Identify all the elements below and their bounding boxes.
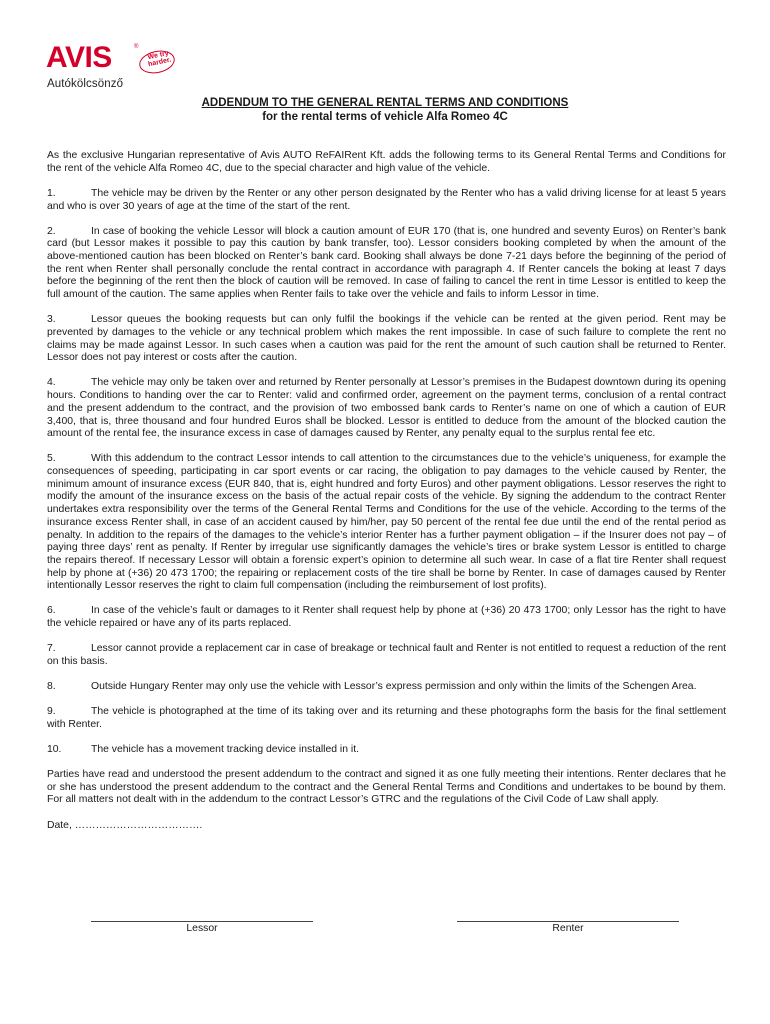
clause-paragraph	[47, 744, 726, 757]
intro-paragraph: As the exclusive Hungarian representative of Avis AUTO ReFAIRent Kft. adds the following terms to its General Rental Terms and Conditions for the rent of the vehicle Alfa Romeo 4C, due to the special character and high value of the vehicle.	[47, 150, 726, 174]
clause-paragraph	[47, 188, 726, 213]
date-line: Date, ……………………………….	[47, 819, 203, 831]
lessor-signature-line	[91, 921, 313, 922]
avis-logo	[46, 40, 172, 98]
document-body	[47, 150, 726, 832]
clause-list	[47, 188, 726, 757]
clause-paragraph	[47, 706, 726, 731]
clause-paragraph	[47, 605, 726, 630]
renter-signature-block	[457, 921, 679, 934]
closing-paragraph: Parties have read and understood the present addendum to the contract and signed it as one fully meeting their intentions. Renter declares that he or she has understood the present addendum to the contract and the General Rental Terms and Conditions and undertakes to be bound by them. For all matters not dealt with in the addendum to the contract Lessor’s GTRC and the regulations of the Civil Code of Law shall apply.	[47, 769, 726, 806]
clause-paragraph	[47, 226, 726, 302]
logo-badge-text: We try harder.	[147, 49, 172, 69]
clause-paragraph	[47, 643, 726, 668]
clause-number: 8.	[47, 681, 56, 693]
clause-paragraph	[47, 681, 726, 694]
clause-number: 1.	[47, 187, 56, 199]
lessor-label: Lessor	[186, 923, 218, 934]
clause-paragraph	[47, 453, 726, 593]
clause-number: 6.	[47, 605, 56, 617]
clause-paragraph	[47, 314, 726, 365]
clause-text: With this addendum to the contract Lessor intends to call attention to the circumstances due to the vehicle’s uniqueness, for example the consequences of speeding, participating in car sport events or car racing, the obligation to pay damages to the vehicle caused by Renter, the minimum amount of insurance excess (EUR 840, that is, eight hundred and forty Euros) and other payment obligations. Lessor reserves the right to modify the amount of the insurance excess on the basis of the actual repair costs of the vehicle. By signing the addendum to the contract Renter undertakes extra responsibility over the terms of the General Rental Terms and Conditions for the use of the vehicle. According to the terms of the insurance excess Renter shall, in case of an accident caused by him/her, pay 50 percent of the rental fee due until the end of the rental period as penalty. In addition to the repairs of the damages to the vehicle’s interior Renter has a further payment obligation – if the Insurer does not pay – of paying three days’ rent as penalty. If Renter by irregular use significantly damages the vehicle’s tires or brake system Lessor is entitled to charge the repairs thereof. If necessary Lessor will obtain a forensic expert’s opinion to determine all such wear. In case of a flat tire Renter shall request help by phone at (+36) 20 473 1700; the repairing or replacement costs of the tire shall be borne by Renter. In case of damages caused by Renter intentionally Lessor reserves the right to claim full compensation (including the reimbursement of lost profits).	[47, 453, 726, 592]
renter-signature-line	[457, 921, 679, 922]
clause-text: In case of the vehicle’s fault or damages to it Renter shall request help by phone at (+36) 20 473 1700; only Lessor has the right to have the vehicle repaired or have any of its parts replaced.	[47, 605, 726, 630]
renter-label: Renter	[552, 923, 584, 934]
clause-text: The vehicle is photographed at the time of its taking over and its returning and these photographs form the basis for the final settlement with Renter.	[47, 706, 726, 730]
clause-number: 2.	[47, 225, 56, 237]
document-subtitle: for the rental terms of vehicle Alfa Romeo 4C	[262, 111, 508, 123]
clause-number: 10.	[47, 743, 62, 755]
clause-text: The vehicle may only be taken over and returned by Renter personally at Lessor’s premises in the Budapest downtown during its opening hours. Conditions to handing over the car to Renter: valid and confirmed order, agreement on the payment terms, conclusion of a rental contract and the present addendum to the contract, and the provision of two embossed bank cards to Renter’s name on one of which a caution of EUR 3,400, that is, three thousand and four hundred Euros shall be blocked. Lessor is entitled to deduce from the amount of the blocked caution the amount of the rental fee, the insurance excess in case of damages caused by Renter, any penalty equal to the surplus rental fee etc.	[47, 377, 726, 440]
clause-number: 5.	[47, 453, 56, 465]
clause-number: 3.	[47, 314, 56, 326]
clause-text: Outside Hungary Renter may only use the vehicle with Lessor’s express permission and only within the limits of the Schengen Area.	[91, 681, 697, 693]
clause-text: In case of booking the vehicle Lessor will block a caution amount of EUR 170 (that is, one hundred and seventy Euros) on Renter’s bank card (but Lessor makes it possible to pay this caution by bank transfer, too). Lessor considers booking completed by when the amount of the above-mentioned caution has been blocked on Renter’s bank card. Booking shall always be done 7-21 days before the beginning of the period of the rent when Renter shall personally conclude the rental contract in accordance with paragraph 4. If Renter cancels the boking at least 7 days before the beginning of the rent then the block of caution will be removed. In case of failing to cancel the rent in time Lessor is entitled to keep the full amount of the caution. The same applies when Renter fails to take over the vehicle and fails to inform Lessor in time.	[47, 225, 726, 301]
clause-number: 9.	[47, 706, 56, 718]
clause-text: The vehicle has a movement tracking device installed in it.	[91, 743, 359, 755]
clause-paragraph	[47, 377, 726, 441]
clause-number: 7.	[47, 643, 56, 655]
document-title: ADDENDUM TO THE GENERAL RENTAL TERMS AND CONDITIONS	[201, 97, 569, 109]
clause-text: Lessor queues the booking requests but can only fulfil the bookings if the vehicle can be rented at the given period. Rent may be prevented by damages to the vehicle or any technical problem which makes the rent impossible. In case of such failure to complete the rent no claims may be made against Lessor. In such cases when a caution was paid for the rent the amount of such caution shall be returned to Renter. Lessor does not pay interest or costs after the caution.	[47, 314, 726, 364]
clause-number: 4.	[47, 377, 56, 389]
clause-text: Lessor cannot provide a replacement car in case of breakage or technical fault and Renter is not entitled to request a reduction of the rent on this basis.	[47, 643, 726, 667]
logo-registered-mark: ®	[134, 44, 139, 50]
logo-subtitle: Autókölcsönző	[47, 78, 124, 90]
lessor-signature-block	[91, 921, 313, 934]
logo-brand: AVIS	[46, 41, 112, 74]
clause-text: The vehicle may be driven by the Renter or any other person designated by the Renter who has a valid driving license for at least 5 years and who is over 30 years of age at the time of the start of the rent.	[47, 187, 726, 212]
